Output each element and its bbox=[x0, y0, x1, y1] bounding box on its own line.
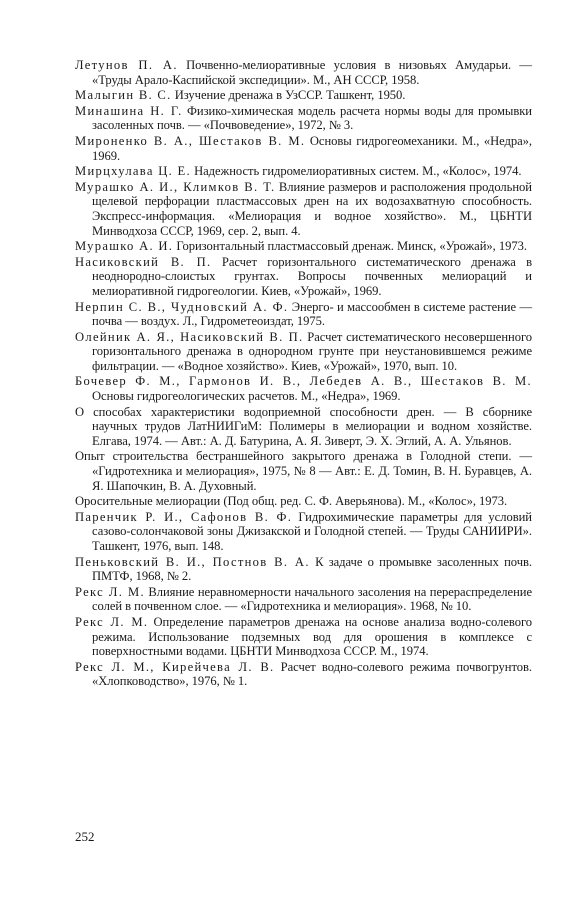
entry-author: Мурашко А. И., Климков В. Т. bbox=[75, 179, 276, 194]
entry-text: К задаче о промывке засоленных почв. ПМТФ, 1968, № 2. bbox=[92, 554, 532, 584]
entry-text: Основы гидрогеомеханики. М., «Недра», 1969. bbox=[92, 133, 532, 163]
bibliography-entry bbox=[75, 555, 532, 584]
bibliography-entry bbox=[75, 58, 532, 87]
entry-text: Гидрохимические параметры для условий сазово-солончаковой зоны Джизакской и Голодной степей. — Труды САНИИРИ». Ташкент, 1976, вып. 148. bbox=[92, 509, 532, 553]
bibliography-entry bbox=[75, 134, 532, 163]
page-number: 252 bbox=[75, 829, 95, 844]
entry-author: Мирцхулава Ц. Е. bbox=[75, 164, 191, 179]
entry-author: Рекс Л. М., Кирейчева Л. В. bbox=[75, 659, 275, 674]
bibliography-entry bbox=[75, 405, 532, 449]
entry-text: Опыт строительства бестраншейного закрытого дренажа в Голодной степи. — «Гидротехника и мелиорация», 1975, № 8 — Авт.: Е. Д. Томин, В. Н. Буравцев, А. Я. Шапочкин, В. А. Духовный. bbox=[75, 449, 532, 493]
entry-author: Рекс Л. М. bbox=[75, 614, 149, 629]
bibliography-entry bbox=[75, 180, 532, 238]
entry-text: Расчет систематического несовершенного горизонтального дренажа в однородном грунте при неустановившемся режиме фильтрации. — «Водное хозяйство». Киев, «Урожай», 1970, вып. 10. bbox=[92, 329, 532, 373]
entry-text: Расчет горизонтального систематического дренажа в неоднородно-слоистых грунтах. Вопросы почвенных мелиораций и мелиоративной гидрогеологии. Киев, «Урожай», 1969. bbox=[92, 254, 532, 298]
entry-author: Мироненко В. А., Шестаков В. М. bbox=[75, 133, 306, 148]
entry-author: Нерпин С. В., Чудновский А. Ф. bbox=[75, 299, 289, 314]
bibliography-entry bbox=[75, 660, 532, 689]
bibliography-entry bbox=[75, 585, 532, 614]
bibliography-entry bbox=[75, 494, 532, 509]
bibliography-entry bbox=[75, 239, 532, 254]
entry-author: Минашина Н. Г. bbox=[75, 103, 183, 118]
bibliography-list bbox=[75, 58, 532, 690]
entry-author: Бочевер Ф. М., Гармонов И. В., Лебедев А. В., Шестаков В. М. bbox=[75, 374, 532, 389]
entry-text: Влияние неравномерности начального засоления на перераспределение солей в почвенном слое. — «Гидротехника и мелиорация». 1968, № 10. bbox=[92, 584, 533, 614]
entry-text: Изучение дренажа в УзССР. Ташкент, 1950. bbox=[174, 88, 406, 103]
entry-author: Пеньковский В. И., Постнов В. А. bbox=[75, 554, 310, 569]
entry-text: Горизонтальный пластмассовый дренаж. Минск, «Урожай», 1973. bbox=[176, 239, 527, 254]
entry-text: Определение параметров дренажа на основе анализа водно-солевого режима. Использование подземных вод для орошения в комплексе с поверхностными водами. ЦБНТИ Минводхоза СССР. М., 1974. bbox=[92, 614, 532, 659]
bibliography-entry bbox=[75, 88, 532, 103]
bibliography-entry bbox=[75, 374, 532, 403]
entry-text: Оросительные мелиорации (Под общ. ред. С. Ф. Аверьянова). М., «Колос», 1973. bbox=[75, 494, 508, 509]
entry-text: Надежность гидромелиоративных систем. М., «Колос», 1974. bbox=[194, 164, 522, 179]
entry-text: Расчет водно-солевого режима почвогрунтов. «Хлопководство», 1976, № 1. bbox=[92, 659, 532, 689]
entry-text: Энерго- и массообмен в системе растение — почва — воздух. Л., Гидрометеоиздат, 1975. bbox=[92, 299, 532, 329]
entry-author: Малыгин В. С. bbox=[75, 88, 172, 103]
bibliography-entry bbox=[75, 330, 532, 374]
entry-author: Насиковский В. П. bbox=[75, 254, 212, 269]
bibliography-entry bbox=[75, 255, 532, 299]
bibliography-entry bbox=[75, 615, 532, 659]
entry-text: Почвенно-мелиоративные условия в низовьях Амударьи. — «Труды Арало-Каспийской экспедиции». М., АН СССР, 1958. bbox=[92, 58, 532, 87]
bibliography-entry bbox=[75, 104, 532, 133]
entry-author: Мурашко А. И. bbox=[75, 239, 174, 254]
entry-text: Физико-химическая модель расчета нормы воды для промывки засоленных почв. — «Почвоведение», 1972, № 3. bbox=[92, 103, 532, 133]
entry-text: Влияние размеров и расположения продольной щелевой перфорации пластмассовых дрен на их водозахватную способность. Экспресс-информация. «Мелиорация и водное хозяйство». М., ЦБНТИ Минводхоза СССР, 1969, сер. 2, вып. 4. bbox=[92, 179, 532, 238]
entry-text: Основы гидрогеологических расчетов. М., «Недра», 1969. bbox=[92, 389, 401, 404]
bibliography-entry bbox=[75, 510, 532, 554]
entry-author: Летунов П. А. bbox=[75, 58, 178, 72]
entry-author: Паренчик Р. И., Сафонов В. Ф. bbox=[75, 509, 293, 524]
bibliography-entry bbox=[75, 300, 532, 329]
entry-text: О способах характеристики водоприемной способности дрен. — В сборнике научных трудов ЛатНИИГиМ: Полимеры в мелиорации и водном хозяйстве. Елгава, 1974. — Авт.: А. Д. Батурина, А. Я. Зиверт, Э. Х. Эглий, А. А. Ульянов. bbox=[75, 404, 532, 448]
entry-author: Рекс Л. М. bbox=[75, 584, 145, 599]
entry-author: Олейник А. Я., Насиковский В. П. bbox=[75, 329, 304, 344]
bibliography-entry bbox=[75, 449, 532, 493]
bibliography-entry bbox=[75, 164, 532, 179]
